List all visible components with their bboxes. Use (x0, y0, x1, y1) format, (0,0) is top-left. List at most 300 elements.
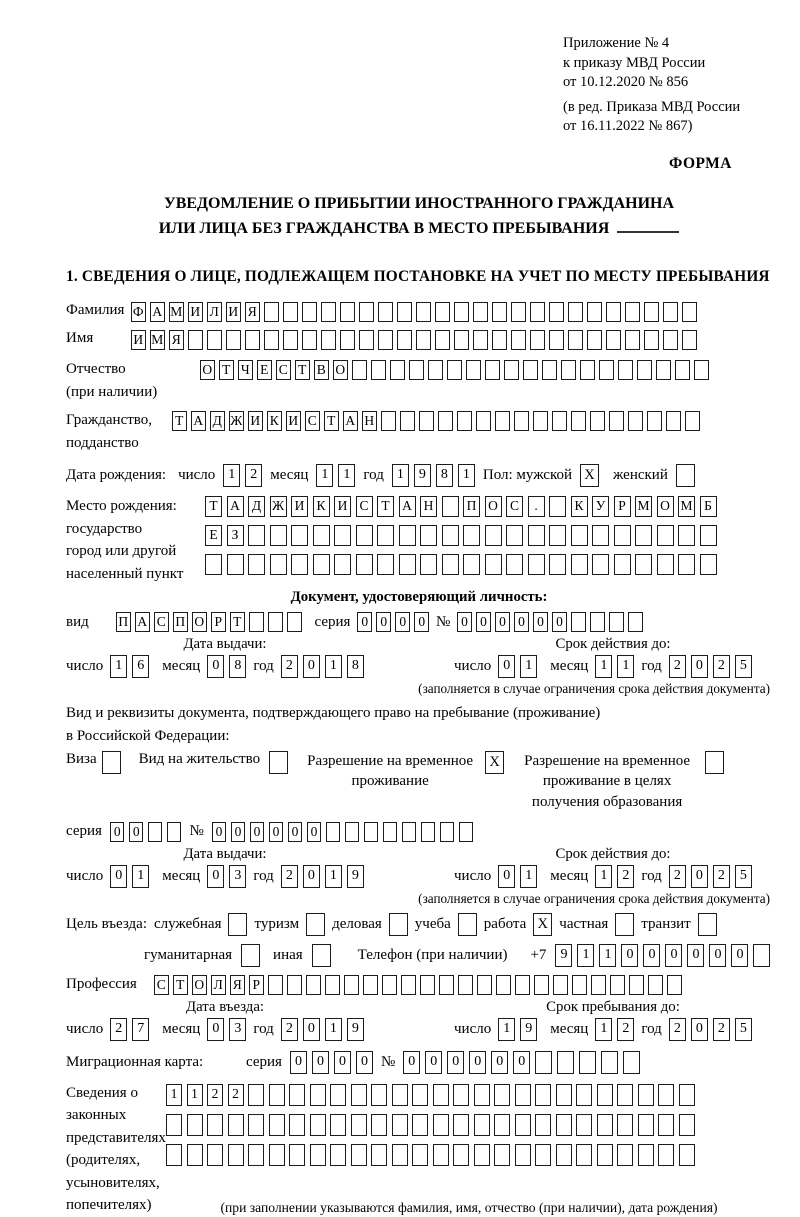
char-cell[interactable] (485, 360, 500, 380)
char-cell[interactable] (515, 975, 530, 995)
char-cell[interactable] (494, 1144, 510, 1166)
char-cell[interactable]: 0 (533, 612, 548, 632)
char-cell[interactable]: С (356, 496, 373, 517)
char-cell[interactable] (378, 330, 393, 350)
char-cell[interactable] (553, 975, 568, 995)
char-cell[interactable] (289, 1084, 305, 1106)
char-cell[interactable] (419, 411, 434, 431)
char-cell[interactable]: И (334, 496, 351, 517)
char-cell[interactable]: 2 (228, 1084, 244, 1106)
char-cell[interactable] (287, 975, 302, 995)
char-cell[interactable] (433, 1144, 449, 1166)
char-cell[interactable]: 1 (498, 1018, 515, 1041)
char-cell[interactable] (207, 1114, 223, 1136)
char-cell[interactable] (506, 525, 523, 546)
char-cell[interactable]: 0 (334, 1051, 351, 1074)
char-cell[interactable] (485, 525, 502, 546)
char-cell[interactable] (556, 1144, 572, 1166)
char-cell[interactable] (283, 302, 298, 322)
char-cell[interactable] (351, 1114, 367, 1136)
char-cell[interactable] (599, 360, 614, 380)
char-cell[interactable] (682, 302, 697, 322)
char-cell[interactable]: Р (614, 496, 631, 517)
char-cell[interactable]: М (635, 496, 652, 517)
char-cell[interactable]: 1 (338, 464, 355, 487)
char-cell[interactable] (614, 525, 631, 546)
char-cell[interactable] (287, 612, 302, 632)
char-cell[interactable]: П (463, 496, 480, 517)
char-cell[interactable] (457, 411, 472, 431)
char-cell[interactable] (657, 525, 674, 546)
char-cell[interactable] (597, 1114, 613, 1136)
char-cell[interactable]: М (169, 302, 184, 322)
char-cell[interactable]: 0 (110, 822, 125, 842)
char-cell[interactable] (535, 1114, 551, 1136)
char-cell[interactable]: 0 (687, 944, 704, 967)
char-cell[interactable]: 0 (129, 822, 144, 842)
char-cell[interactable]: Н (420, 496, 437, 517)
char-cell[interactable]: 0 (207, 1018, 224, 1041)
char-cell[interactable]: Р (211, 612, 226, 632)
char-cell[interactable] (248, 1084, 264, 1106)
char-cell[interactable] (344, 975, 359, 995)
char-cell[interactable]: Р (249, 975, 264, 995)
char-cell[interactable]: 0 (207, 655, 224, 678)
char-cell[interactable]: Ч (238, 360, 253, 380)
char-cell[interactable]: Я (169, 330, 184, 350)
char-cell[interactable]: 9 (555, 944, 572, 967)
char-cell[interactable] (606, 330, 621, 350)
char-cell[interactable]: 9 (347, 865, 364, 888)
char-cell[interactable] (549, 496, 566, 517)
purpose-transit-checkbox[interactable] (698, 913, 717, 936)
char-cell[interactable] (371, 1084, 387, 1106)
char-cell[interactable]: 1 (617, 655, 634, 678)
char-cell[interactable]: 0 (691, 865, 708, 888)
char-cell[interactable]: У (592, 496, 609, 517)
char-cell[interactable] (302, 302, 317, 322)
char-cell[interactable]: 0 (303, 1018, 320, 1041)
char-cell[interactable] (657, 554, 674, 575)
char-cell[interactable] (377, 525, 394, 546)
char-cell[interactable]: С (305, 411, 320, 431)
char-cell[interactable] (458, 975, 473, 995)
char-cell[interactable] (248, 554, 265, 575)
char-cell[interactable]: В (314, 360, 329, 380)
char-cell[interactable] (371, 1114, 387, 1136)
char-cell[interactable] (313, 554, 330, 575)
char-cell[interactable] (618, 360, 633, 380)
char-cell[interactable] (340, 330, 355, 350)
char-cell[interactable] (535, 1084, 551, 1106)
char-cell[interactable] (402, 822, 417, 842)
char-cell[interactable] (409, 360, 424, 380)
char-cell[interactable] (289, 1144, 305, 1166)
char-cell[interactable] (442, 525, 459, 546)
char-cell[interactable] (556, 1114, 572, 1136)
char-cell[interactable] (647, 411, 662, 431)
char-cell[interactable] (557, 1051, 574, 1074)
char-cell[interactable]: 0 (307, 822, 322, 842)
char-cell[interactable] (289, 1114, 305, 1136)
char-cell[interactable] (533, 411, 548, 431)
char-cell[interactable] (678, 525, 695, 546)
char-cell[interactable]: 1 (132, 865, 149, 888)
char-cell[interactable] (590, 411, 605, 431)
char-cell[interactable]: 1 (392, 464, 409, 487)
char-cell[interactable]: С (506, 496, 523, 517)
char-cell[interactable] (579, 1051, 596, 1074)
char-cell[interactable] (264, 302, 279, 322)
char-cell[interactable]: 2 (207, 1084, 223, 1106)
char-cell[interactable]: П (116, 612, 131, 632)
char-cell[interactable] (463, 554, 480, 575)
char-cell[interactable] (561, 360, 576, 380)
char-cell[interactable] (166, 1144, 182, 1166)
char-cell[interactable]: 0 (212, 822, 227, 842)
char-cell[interactable] (591, 975, 606, 995)
char-cell[interactable] (248, 1144, 264, 1166)
char-cell[interactable] (663, 330, 678, 350)
char-cell[interactable]: 2 (669, 865, 686, 888)
char-cell[interactable] (700, 525, 717, 546)
char-cell[interactable] (535, 1144, 551, 1166)
char-cell[interactable] (302, 330, 317, 350)
char-cell[interactable]: 1 (325, 655, 342, 678)
char-cell[interactable] (310, 1084, 326, 1106)
char-cell[interactable]: 0 (231, 822, 246, 842)
char-cell[interactable] (474, 1114, 490, 1136)
char-cell[interactable] (571, 554, 588, 575)
char-cell[interactable]: 8 (347, 655, 364, 678)
char-cell[interactable]: 0 (731, 944, 748, 967)
char-cell[interactable] (580, 360, 595, 380)
char-cell[interactable] (187, 1114, 203, 1136)
char-cell[interactable] (473, 302, 488, 322)
char-cell[interactable]: М (678, 496, 695, 517)
char-cell[interactable] (166, 1114, 182, 1136)
char-cell[interactable] (228, 1114, 244, 1136)
char-cell[interactable]: Т (230, 612, 245, 632)
char-cell[interactable] (245, 330, 260, 350)
char-cell[interactable] (400, 411, 415, 431)
char-cell[interactable]: 0 (290, 1051, 307, 1074)
char-cell[interactable] (364, 822, 379, 842)
char-cell[interactable]: 0 (414, 612, 429, 632)
char-cell[interactable] (576, 1084, 592, 1106)
char-cell[interactable]: 0 (269, 822, 284, 842)
char-cell[interactable] (428, 360, 443, 380)
char-cell[interactable]: З (227, 525, 244, 546)
char-cell[interactable] (187, 1144, 203, 1166)
char-cell[interactable]: 1 (520, 655, 537, 678)
char-cell[interactable]: 0 (312, 1051, 329, 1074)
char-cell[interactable]: 1 (595, 865, 612, 888)
char-cell[interactable]: 0 (403, 1051, 420, 1074)
char-cell[interactable] (359, 302, 374, 322)
char-cell[interactable]: 2 (110, 1018, 127, 1041)
char-cell[interactable] (325, 975, 340, 995)
char-cell[interactable]: И (286, 411, 301, 431)
char-cell[interactable]: 2 (617, 1018, 634, 1041)
char-cell[interactable]: 2 (713, 865, 730, 888)
char-cell[interactable] (226, 330, 241, 350)
char-cell[interactable]: 5 (735, 1018, 752, 1041)
char-cell[interactable] (638, 1114, 654, 1136)
char-cell[interactable] (420, 975, 435, 995)
char-cell[interactable] (494, 1084, 510, 1106)
char-cell[interactable]: 5 (735, 865, 752, 888)
char-cell[interactable] (571, 525, 588, 546)
char-cell[interactable] (227, 554, 244, 575)
char-cell[interactable]: А (399, 496, 416, 517)
char-cell[interactable] (269, 1144, 285, 1166)
char-cell[interactable] (495, 411, 510, 431)
char-cell[interactable] (609, 612, 624, 632)
option-temp-residence-checkbox[interactable]: X (485, 751, 504, 774)
char-cell[interactable] (549, 302, 564, 322)
char-cell[interactable]: 1 (110, 655, 127, 678)
char-cell[interactable]: 0 (498, 655, 515, 678)
char-cell[interactable] (474, 1084, 490, 1106)
char-cell[interactable] (351, 1084, 367, 1106)
char-cell[interactable]: Я (230, 975, 245, 995)
char-cell[interactable]: 0 (691, 655, 708, 678)
char-cell[interactable]: 3 (229, 1018, 246, 1041)
char-cell[interactable] (515, 1114, 531, 1136)
char-cell[interactable] (682, 330, 697, 350)
char-cell[interactable] (679, 1144, 695, 1166)
char-cell[interactable] (601, 1051, 618, 1074)
char-cell[interactable]: 0 (207, 865, 224, 888)
char-cell[interactable]: 0 (498, 865, 515, 888)
char-cell[interactable]: 8 (436, 464, 453, 487)
char-cell[interactable] (330, 1084, 346, 1106)
char-cell[interactable]: 1 (325, 1018, 342, 1041)
char-cell[interactable] (352, 360, 367, 380)
char-cell[interactable] (390, 360, 405, 380)
char-cell[interactable] (523, 360, 538, 380)
char-cell[interactable] (291, 554, 308, 575)
char-cell[interactable]: 5 (735, 655, 752, 678)
char-cell[interactable] (549, 525, 566, 546)
char-cell[interactable] (628, 612, 643, 632)
purpose-official-checkbox[interactable] (228, 913, 247, 936)
char-cell[interactable] (644, 330, 659, 350)
char-cell[interactable]: 2 (669, 655, 686, 678)
char-cell[interactable] (392, 1084, 408, 1106)
char-cell[interactable] (592, 525, 609, 546)
char-cell[interactable] (377, 554, 394, 575)
char-cell[interactable] (552, 411, 567, 431)
char-cell[interactable] (597, 1084, 613, 1106)
char-cell[interactable]: 0 (250, 822, 265, 842)
char-cell[interactable]: А (135, 612, 150, 632)
char-cell[interactable]: О (192, 975, 207, 995)
char-cell[interactable] (321, 330, 336, 350)
char-cell[interactable] (679, 1084, 695, 1106)
char-cell[interactable] (442, 554, 459, 575)
char-cell[interactable]: Ж (270, 496, 287, 517)
char-cell[interactable]: И (188, 302, 203, 322)
char-cell[interactable]: Е (257, 360, 272, 380)
char-cell[interactable]: 8 (229, 655, 246, 678)
char-cell[interactable] (207, 330, 222, 350)
char-cell[interactable] (549, 330, 564, 350)
char-cell[interactable] (506, 554, 523, 575)
char-cell[interactable] (454, 330, 469, 350)
char-cell[interactable] (453, 1144, 469, 1166)
purpose-tourism-checkbox[interactable] (306, 913, 325, 936)
char-cell[interactable] (625, 330, 640, 350)
char-cell[interactable] (753, 944, 770, 967)
char-cell[interactable] (494, 1114, 510, 1136)
char-cell[interactable] (685, 411, 700, 431)
char-cell[interactable] (592, 554, 609, 575)
char-cell[interactable] (675, 360, 690, 380)
char-cell[interactable]: Т (377, 496, 394, 517)
char-cell[interactable] (330, 1144, 346, 1166)
char-cell[interactable] (412, 1114, 428, 1136)
char-cell[interactable] (534, 975, 549, 995)
char-cell[interactable]: А (227, 496, 244, 517)
char-cell[interactable] (542, 360, 557, 380)
sex-male-checkbox[interactable]: X (580, 464, 599, 487)
char-cell[interactable] (514, 411, 529, 431)
char-cell[interactable]: 2 (281, 1018, 298, 1041)
char-cell[interactable] (438, 411, 453, 431)
char-cell[interactable] (269, 1114, 285, 1136)
char-cell[interactable] (459, 822, 474, 842)
char-cell[interactable] (667, 975, 682, 995)
char-cell[interactable] (351, 1144, 367, 1166)
char-cell[interactable] (399, 554, 416, 575)
char-cell[interactable] (439, 975, 454, 995)
option-temp-residence-edu-checkbox[interactable] (705, 751, 724, 774)
char-cell[interactable]: Е (205, 525, 222, 546)
char-cell[interactable]: 0 (376, 612, 391, 632)
char-cell[interactable] (453, 1084, 469, 1106)
sex-female-checkbox[interactable] (676, 464, 695, 487)
purpose-study-checkbox[interactable] (458, 913, 477, 936)
char-cell[interactable] (528, 525, 545, 546)
char-cell[interactable] (207, 1144, 223, 1166)
char-cell[interactable]: Т (172, 411, 187, 431)
char-cell[interactable]: А (191, 411, 206, 431)
char-cell[interactable] (679, 1114, 695, 1136)
char-cell[interactable] (313, 525, 330, 546)
char-cell[interactable]: Т (173, 975, 188, 995)
char-cell[interactable]: 1 (223, 464, 240, 487)
char-cell[interactable] (606, 302, 621, 322)
char-cell[interactable]: 9 (414, 464, 431, 487)
char-cell[interactable]: 0 (665, 944, 682, 967)
char-cell[interactable] (334, 525, 351, 546)
char-cell[interactable]: 1 (458, 464, 475, 487)
char-cell[interactable] (638, 1084, 654, 1106)
char-cell[interactable]: 0 (643, 944, 660, 967)
char-cell[interactable] (188, 330, 203, 350)
char-cell[interactable] (330, 1114, 346, 1136)
char-cell[interactable] (617, 1144, 633, 1166)
char-cell[interactable] (694, 360, 709, 380)
char-cell[interactable]: 0 (514, 612, 529, 632)
char-cell[interactable] (492, 330, 507, 350)
char-cell[interactable] (658, 1084, 674, 1106)
char-cell[interactable] (515, 1084, 531, 1106)
char-cell[interactable] (628, 411, 643, 431)
char-cell[interactable] (678, 554, 695, 575)
char-cell[interactable] (492, 302, 507, 322)
char-cell[interactable] (283, 330, 298, 350)
char-cell[interactable]: И (291, 496, 308, 517)
char-cell[interactable] (381, 411, 396, 431)
char-cell[interactable]: 9 (347, 1018, 364, 1041)
char-cell[interactable]: 0 (709, 944, 726, 967)
char-cell[interactable] (433, 1084, 449, 1106)
char-cell[interactable] (629, 975, 644, 995)
char-cell[interactable] (571, 411, 586, 431)
char-cell[interactable] (656, 360, 671, 380)
char-cell[interactable] (416, 330, 431, 350)
char-cell[interactable] (549, 554, 566, 575)
char-cell[interactable] (228, 1144, 244, 1166)
char-cell[interactable]: О (200, 360, 215, 380)
char-cell[interactable] (356, 525, 373, 546)
char-cell[interactable]: 0 (491, 1051, 508, 1074)
char-cell[interactable] (340, 302, 355, 322)
char-cell[interactable] (310, 1114, 326, 1136)
char-cell[interactable]: 0 (356, 1051, 373, 1074)
purpose-private-checkbox[interactable] (615, 913, 634, 936)
char-cell[interactable]: 0 (288, 822, 303, 842)
char-cell[interactable] (397, 330, 412, 350)
char-cell[interactable] (610, 975, 625, 995)
char-cell[interactable] (433, 1114, 449, 1136)
char-cell[interactable] (617, 1084, 633, 1106)
char-cell[interactable] (515, 1144, 531, 1166)
char-cell[interactable] (597, 1144, 613, 1166)
char-cell[interactable] (511, 302, 526, 322)
char-cell[interactable] (700, 554, 717, 575)
char-cell[interactable] (587, 302, 602, 322)
char-cell[interactable] (205, 554, 222, 575)
char-cell[interactable]: К (267, 411, 282, 431)
char-cell[interactable]: 0 (425, 1051, 442, 1074)
char-cell[interactable] (454, 302, 469, 322)
char-cell[interactable] (167, 822, 182, 842)
char-cell[interactable]: 2 (669, 1018, 686, 1041)
char-cell[interactable]: О (485, 496, 502, 517)
char-cell[interactable] (435, 330, 450, 350)
char-cell[interactable] (463, 525, 480, 546)
char-cell[interactable]: С (154, 975, 169, 995)
char-cell[interactable] (648, 975, 663, 995)
char-cell[interactable] (666, 411, 681, 431)
char-cell[interactable]: 9 (520, 1018, 537, 1041)
char-cell[interactable] (248, 525, 265, 546)
char-cell[interactable] (270, 525, 287, 546)
char-cell[interactable]: И (248, 411, 263, 431)
char-cell[interactable] (401, 975, 416, 995)
char-cell[interactable] (421, 822, 436, 842)
char-cell[interactable] (392, 1144, 408, 1166)
char-cell[interactable] (363, 975, 378, 995)
char-cell[interactable] (453, 1114, 469, 1136)
char-cell[interactable] (416, 302, 431, 322)
char-cell[interactable] (614, 554, 631, 575)
char-cell[interactable] (447, 360, 462, 380)
